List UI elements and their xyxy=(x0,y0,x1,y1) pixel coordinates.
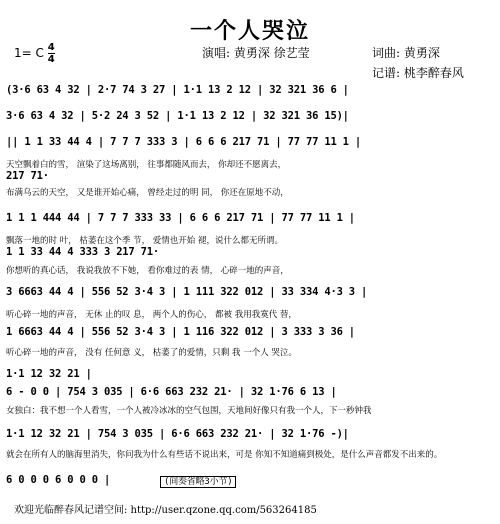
notation-line: 3·6 63 4 32 | 5·2 24 3 52 | 1·1 13 2 12 | 32 321 36 15)| xyxy=(6,110,349,122)
lyric-line: 就会在所有人的脑海里消失，你问我为什么有些话不说出来，可是 你知不知道痛到极处，是什么声音都发不出来的。 xyxy=(6,450,443,460)
time-beats: 4 xyxy=(47,42,55,53)
notation-line: 217 71· xyxy=(6,170,49,182)
notation-line: 3 6663 44 4 | 556 52 3·4 3 | 1 111 322 012 | 33 334 4·3 3 | xyxy=(6,286,368,298)
page-title: 一个人哭泣 xyxy=(189,18,310,44)
lyric-line: 听心碎一地的声音， 无休 止的叹 息， 两个人的伤心， 都被 我用我寞代 替， xyxy=(6,310,297,320)
lyric-line: 你想听的真心话， 我说我放不下她， 看你难过的表 情， 心碎一地的声音， xyxy=(6,266,289,276)
footer-text: 欢迎光临醉春风记谱空间: http://user.qzone.qq.com/563264185 xyxy=(14,505,317,516)
notation-line: 1·1 12 32 21 | xyxy=(6,368,92,380)
singers-credit: 演唱: 黄勇深 徐艺莹 xyxy=(202,46,310,60)
key-label: 1= C xyxy=(14,46,44,60)
time-signature xyxy=(48,42,55,65)
notation-line: 1 6663 44 4 | 556 52 3·4 3 | 1 116 322 012 | 3 333 3 36 | xyxy=(6,326,355,338)
notation-line: 6 - 0 0 | 754 3 035 | 6·6 663 232 21· | 32 1·76 6 13 | xyxy=(6,386,337,398)
lyric-line: 听心碎一地的声音， 没有 任何意 义， 枯萎了的爱情，只剩 我 一个人 哭泣。 xyxy=(6,348,297,358)
time-unit: 4 xyxy=(47,54,55,65)
notation-line: 1 1 1 444 44 | 7 7 7 333 33 | 6 6 6 217 71 | 77 77 11 1 | xyxy=(6,212,355,224)
lyric-line: 飘落一地的时 叶， 枯萎在这个季 节， 爱情也开始 褪，说什么都无所谓。 xyxy=(6,236,284,246)
interlude-note xyxy=(160,474,236,487)
lyric-line: 天空飘着白的雪， 渲染了这场离别， 往事都随风而去， 你却还不愿离去， xyxy=(6,160,287,170)
notation-line: || 1 1 33 44 4 | 7 7 7 333 3 | 6 6 6 217 71 | 77 77 11 1 | xyxy=(6,136,362,148)
key-signature xyxy=(14,42,55,65)
notation-line: 1·1 12 32 21 | 754 3 035 | 6·6 663 232 21· | 32 1·76 -)| xyxy=(6,428,349,440)
notation-line: 1 1 33 44 4 333 3 217 71· xyxy=(6,246,160,258)
transcriber-credit: 记谱: 桃李醉春风 xyxy=(372,66,464,80)
notation-line: (3·6 63 4 32 | 2·7 74 3 27 | 1·1 13 2 12 | 32 321 36 6 | xyxy=(6,84,349,96)
lyricist-credit: 词曲: 黄勇深 xyxy=(372,46,440,60)
lyric-line: 女独白：我不想一个人看雪，一个人被冷冰冰的空气包围，天地间好像只有我一个人，下一秒钟我 xyxy=(6,406,372,416)
notation-line: 6 0 0 0 6 0 0 0 | xyxy=(6,474,111,486)
interlude-box: (间奏省略3小节) xyxy=(160,476,236,488)
lyric-line: 布满乌云的天空， 又是谁开始心痛， 曾经走过的明 同， 你还在原地不动， xyxy=(6,188,289,198)
